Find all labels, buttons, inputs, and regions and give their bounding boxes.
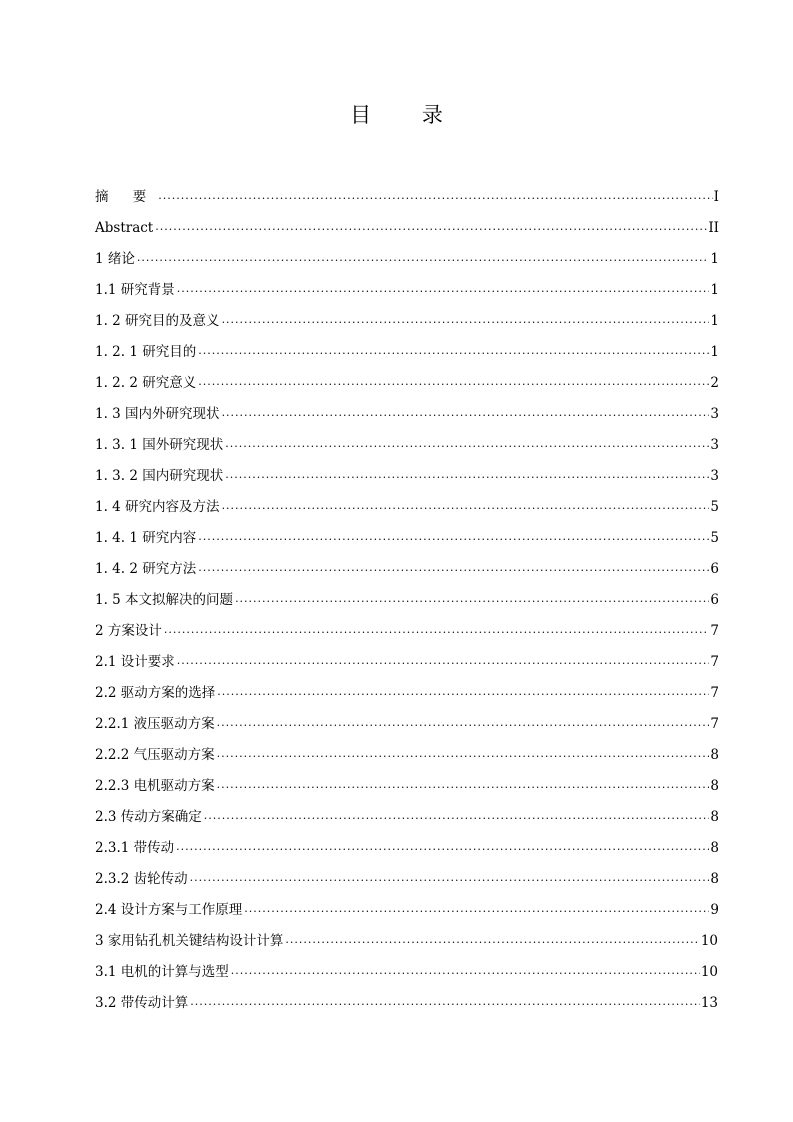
toc-entry xyxy=(95,523,719,547)
toc-entry xyxy=(95,616,719,640)
toc-entry-page: 7 xyxy=(710,654,719,670)
toc-entry xyxy=(95,399,719,423)
toc-entry xyxy=(95,244,719,268)
toc-entry-page: 8 xyxy=(710,871,719,887)
toc-entry xyxy=(95,864,719,888)
toc-dot-leader xyxy=(198,344,709,358)
toc-entry-page: 6 xyxy=(710,592,719,608)
toc-dot-leader xyxy=(190,995,700,1009)
toc-entry-page: 9 xyxy=(710,902,719,918)
toc-dot-leader xyxy=(225,468,709,482)
toc-entry-label: 1. 2. 1 研究目的 xyxy=(95,344,197,360)
toc-entry xyxy=(95,306,719,330)
toc-entry-page: 7 xyxy=(710,623,719,639)
toc-entry-page: 7 xyxy=(710,716,719,732)
toc-entry-label: 2.1 设计要求 xyxy=(95,654,175,670)
toc-entry-label: 2.4 设计方案与工作原理 xyxy=(95,902,243,918)
toc-entry-label: 2.2.3 电机驱动方案 xyxy=(95,778,215,794)
toc-entry xyxy=(95,430,719,454)
toc-entry-label: 2.3 传动方案确定 xyxy=(95,809,202,825)
toc-dot-leader xyxy=(222,499,710,513)
toc-entry xyxy=(95,492,719,516)
toc-entry xyxy=(95,926,718,950)
toc-entry xyxy=(95,213,719,237)
toc-entry-page: 1 xyxy=(710,344,719,360)
toc-entry xyxy=(95,988,718,1012)
toc-entry-page: 6 xyxy=(710,561,719,577)
toc-entry-label: 1 绪论 xyxy=(95,251,135,267)
toc-entry-label: 1. 2 研究目的及意义 xyxy=(95,313,220,329)
toc-entry-label: 2.3.1 带传动 xyxy=(95,840,175,856)
toc-entry xyxy=(95,647,719,671)
toc-entry-page: 8 xyxy=(710,840,719,856)
toc-entry-label: 3.2 带传动计算 xyxy=(95,995,189,1011)
toc-dot-leader xyxy=(235,592,709,606)
page-title: 目 录 xyxy=(350,103,465,127)
toc-dot-leader xyxy=(244,902,709,916)
toc-entry-page: 10 xyxy=(700,933,718,949)
toc-entry xyxy=(95,957,718,981)
toc-entry-label: 3.1 电机的计算与选型 xyxy=(95,964,229,980)
toc-entry-label: 摘 要 xyxy=(95,189,157,205)
toc-entry-page: II xyxy=(708,220,719,236)
toc-entry-page: I xyxy=(713,189,719,205)
toc-entry-label: 3 家用钻孔机关键结构设计计算 xyxy=(95,933,284,949)
toc-entry-page: 3 xyxy=(710,468,719,484)
toc-entry xyxy=(95,337,719,361)
toc-entry-label: 1. 5 本文拟解决的问题 xyxy=(95,592,234,608)
toc-entry xyxy=(95,802,719,826)
toc-dot-leader xyxy=(198,375,709,389)
toc-entry-label: 2 方案设计 xyxy=(95,623,162,639)
toc-entry-label: 1. 4. 1 研究内容 xyxy=(95,530,197,546)
toc-dot-leader xyxy=(222,313,710,327)
toc-dot-leader xyxy=(164,623,710,637)
toc-entry xyxy=(95,709,719,733)
toc-entry-label: 1. 4 研究内容及方法 xyxy=(95,499,220,515)
toc-entry xyxy=(95,368,719,392)
toc-dot-leader xyxy=(217,778,710,792)
toc-entry-page: 1 xyxy=(710,282,719,298)
toc-dot-leader xyxy=(176,840,709,854)
toc-entry-label: 1. 4. 2 研究方法 xyxy=(95,561,197,577)
toc-dot-leader xyxy=(204,809,710,823)
toc-dot-leader xyxy=(217,747,710,761)
toc-entry-page: 3 xyxy=(710,406,719,422)
toc-entry-page: 8 xyxy=(710,778,719,794)
toc-entry-label: 2.2.1 液压驱动方案 xyxy=(95,716,215,732)
toc-entry xyxy=(95,740,719,764)
toc-entry-page: 1 xyxy=(710,251,719,267)
toc-dot-leader xyxy=(190,871,710,885)
toc-entry xyxy=(95,833,719,857)
toc-entry xyxy=(95,771,719,795)
toc-dot-leader xyxy=(137,251,710,265)
toc-entry-page: 7 xyxy=(710,685,719,701)
toc-entry-page: 10 xyxy=(700,964,718,980)
toc-entry xyxy=(95,678,719,702)
toc-dot-leader xyxy=(155,220,707,234)
toc-entry-page: 5 xyxy=(710,499,719,515)
toc-entry-label: 1. 2. 2 研究意义 xyxy=(95,375,197,391)
toc-entry-label: 1. 3 国内外研究现状 xyxy=(95,406,220,422)
toc-dot-leader xyxy=(217,716,710,730)
toc-entry-label: 2.3.2 齿轮传动 xyxy=(95,871,188,887)
toc-entry-label: 1. 3. 1 国外研究现状 xyxy=(95,437,224,453)
toc-entry-page: 5 xyxy=(710,530,719,546)
toc-entry xyxy=(95,461,719,485)
toc-dot-leader xyxy=(231,964,700,978)
toc-entry xyxy=(95,275,719,299)
toc-dot-leader xyxy=(177,282,710,296)
toc-dot-leader xyxy=(158,189,712,203)
toc-entry-label: 1. 3. 2 国内研究现状 xyxy=(95,468,224,484)
toc-entry-page: 2 xyxy=(710,375,719,391)
toc-entry-label: 1.1 研究背景 xyxy=(95,282,175,298)
toc-dot-leader xyxy=(198,530,709,544)
toc-entry-page: 8 xyxy=(710,747,719,763)
toc-dot-leader xyxy=(217,685,709,699)
toc-entry xyxy=(95,182,719,206)
toc-entry xyxy=(95,895,719,919)
toc-entry-page: 3 xyxy=(710,437,719,453)
toc-dot-leader xyxy=(285,933,699,947)
toc-entry-label: 2.2 驱动方案的选择 xyxy=(95,685,216,701)
toc-entry-page: 1 xyxy=(710,313,719,329)
toc-dot-leader xyxy=(225,437,709,451)
toc-entry-page: 8 xyxy=(710,809,719,825)
toc-entry-page: 13 xyxy=(700,995,718,1011)
toc-dot-leader xyxy=(222,406,710,420)
toc-dot-leader xyxy=(198,561,709,575)
toc-entry xyxy=(95,585,719,609)
toc-entry xyxy=(95,554,719,578)
toc-entry-label: 2.2.2 气压驱动方案 xyxy=(95,747,215,763)
toc-dot-leader xyxy=(177,654,710,668)
toc-entry-label: Abstract xyxy=(95,220,154,236)
